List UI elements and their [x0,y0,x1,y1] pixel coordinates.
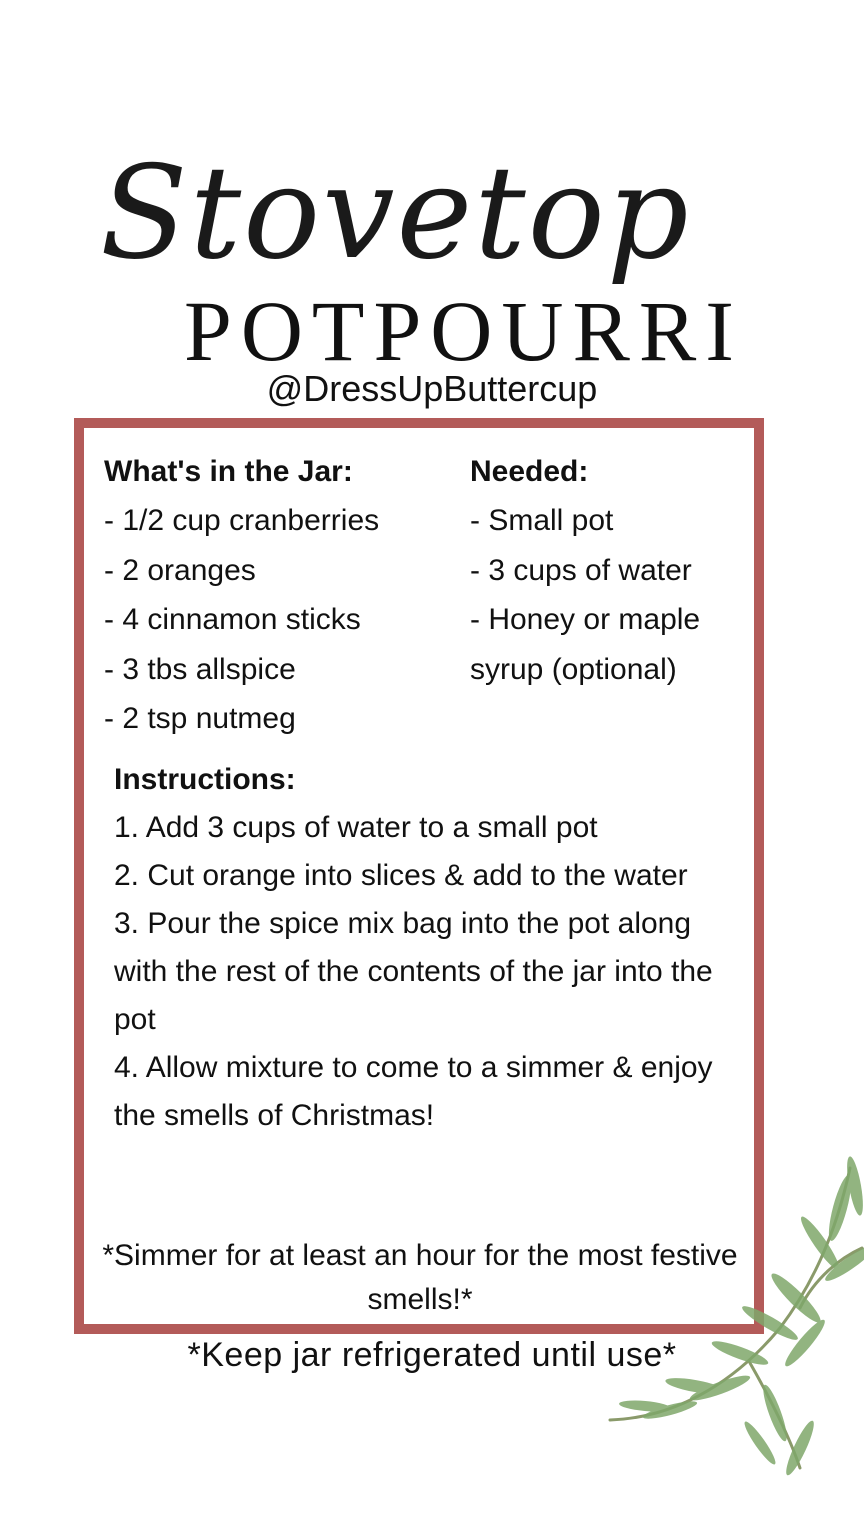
list-item: - 2 tsp nutmeg [104,702,296,735]
instructions-section [114,756,734,1140]
refrigerate-note: *Keep jar refrigerated until use* [187,1336,677,1374]
simmer-note: *Simmer for at least an hour for the most festive smells!* [102,1239,738,1316]
jar-heading: What's in the Jar: [104,455,353,488]
instructions-heading: Instructions: [114,763,296,796]
script-title: Stovetop [100,139,691,288]
list-item: - Small pot [470,504,614,537]
list-item: - 2 oranges [104,553,256,587]
instruction-step: 4. Allow mixture to come to a simmer & enjoy the smells of Christmas! [114,1051,713,1132]
list-item: - 1/2 cup cranberries [104,504,380,537]
list-item: syrup (optional) [470,652,677,686]
eucalyptus-sprig-icon [600,1148,864,1488]
needed-heading: Needed: [470,455,589,488]
list-item: - 4 cinnamon sticks [104,603,361,636]
jar-ingredients [104,448,379,744]
instruction-step: 2. Cut orange into slices & add to the water [114,859,688,892]
social-handle: @DressUpButtercup [266,368,598,409]
instruction-step: 1. Add 3 cups of water to a small pot [114,811,598,844]
list-item: - 3 cups of water [470,553,692,587]
list-item: - 3 tbs allspice [104,652,296,686]
list-item: - Honey or maple [470,603,701,636]
instruction-step: 3. Pour the spice mix bag into the pot along with the rest of the contents of the jar into the pot [114,907,713,1036]
needed-items [470,448,700,694]
page-title: POTPOURRI [184,283,743,379]
